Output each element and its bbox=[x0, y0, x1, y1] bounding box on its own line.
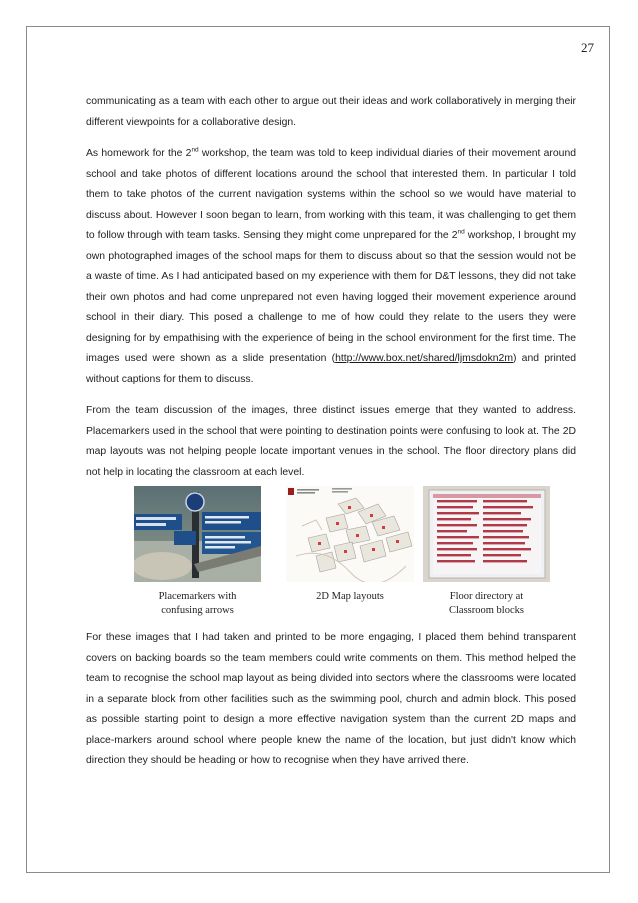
floor-directory-photo bbox=[423, 486, 550, 582]
ordinal-superscript: nd bbox=[457, 228, 465, 236]
caption-line: 2D Map layouts bbox=[316, 591, 384, 602]
paragraph-2-part-d: ) and printed without captions for them to discuss. bbox=[86, 353, 577, 385]
school-map-image bbox=[286, 486, 414, 582]
body-text-top bbox=[86, 92, 576, 494]
paragraph-1: communicating as a team with each other to argue out their ideas and work collaboratively in merging their different viewpoints for a collaborative design. bbox=[86, 96, 576, 128]
caption-line: Classroom blocks bbox=[449, 605, 524, 616]
box-net-link[interactable]: http://www.box.net/shared/ljmsdokn2m bbox=[335, 353, 513, 364]
paragraph-2-part-b: workshop, the team was told to keep individual diaries of their movement around school and take photos of different locations around the school that interested them. In particular I told them to take photos of the current navigation systems within the school so we would have material to discuss about. However I soon began to learn, from working with this team, it was challenging to get them to follow through with team tasks. Sensing they might come unprepared for the 2 bbox=[86, 148, 577, 241]
figure-caption bbox=[134, 590, 261, 618]
body-text-bottom bbox=[86, 628, 576, 783]
paragraph-3: From the team discussion of the images, three distinct issues emerge that they wanted to address. Placemarkers used in the school that were pointing to destination points were confusing to look at. The 2D map layouts was not helping people locate important venues in the school. The floor directory plans did not help in locating the classroom at each level. bbox=[86, 405, 576, 478]
figure-floor-directory bbox=[423, 486, 550, 618]
placemarker-photo bbox=[134, 486, 261, 582]
figure-2d-map bbox=[286, 486, 414, 604]
page-number: 27 bbox=[581, 40, 594, 55]
paragraph-4: For these images that I had taken and printed to be more engaging, I placed them behind transparent covers on backing boards so the team members could write comments on them. This method helped the team to recognise the school map layout as being divided into sectors where the classrooms were located in a separate block from other facilities such as the swimming pool, church and admin block. This posed as possible starting point to design a more effective navigation system than the current 2D maps and place-markers around school where people knew the name of the location, but just didn't know which direction they should be heading or how to recognise when they have arrived there. bbox=[86, 632, 576, 766]
figure-caption bbox=[423, 590, 550, 618]
figure-row bbox=[134, 486, 554, 616]
caption-line: Floor directory at bbox=[449, 591, 524, 602]
figure-placemarkers bbox=[134, 486, 261, 618]
paragraph-2 bbox=[86, 144, 576, 390]
figure-caption bbox=[286, 590, 414, 604]
ordinal-superscript: nd bbox=[191, 146, 199, 154]
paragraph-2-part-c: workshop, I brought my own photographed images of the school maps for them to discuss about so that the session would not be a waste of time. As I had anticipated based on my experience with them for D&T lessons, they did not take their own photos and had come unprepared not even having logged their movement experience around school in their diary. This posed a challenge to me of how could they relate to the users they were designing for by empathising with the experience of being in the school environment for the first time. The images used were shown as a slide presentation ( bbox=[86, 230, 576, 364]
caption-line: Placemarkers with bbox=[158, 591, 237, 602]
paragraph-2-part-a: As homework for the 2 bbox=[86, 148, 192, 159]
caption-line: confusing arrows bbox=[161, 605, 234, 616]
